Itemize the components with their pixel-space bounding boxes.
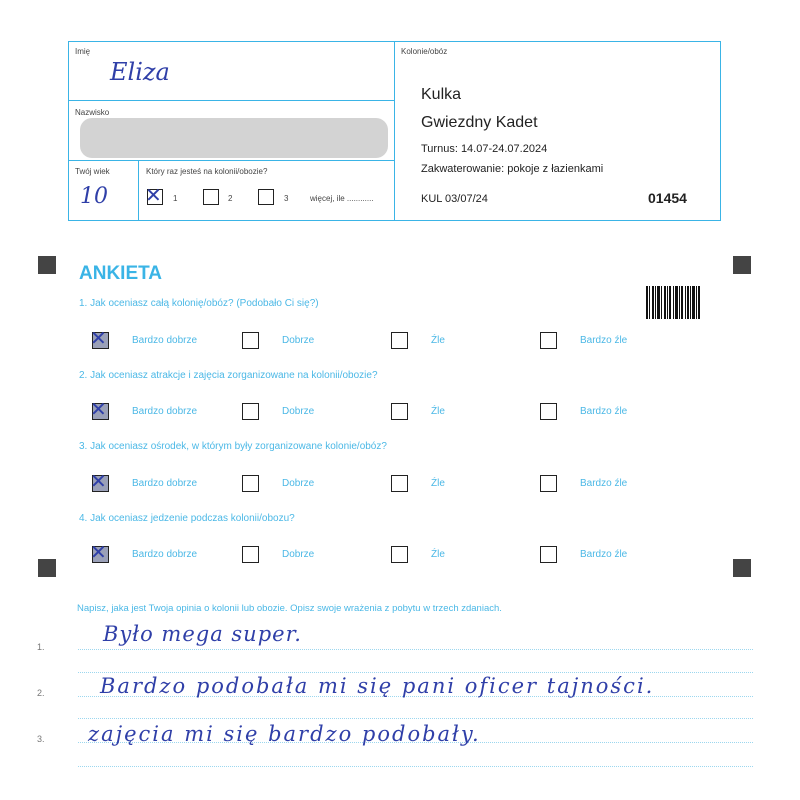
writing-line (78, 649, 753, 650)
answer-q3-option-1-checkbox[interactable] (90, 469, 109, 493)
answer-q1-option-4-label: Bardzo źle (580, 335, 628, 346)
registration-mark-bottom-right (733, 559, 751, 577)
surname-label: Nazwisko (75, 108, 110, 117)
registration-mark-top-right (733, 256, 751, 274)
answer-q2-option-2-checkbox[interactable] (242, 403, 259, 420)
answer-q3-option-1-label: Bardzo dobrze (132, 478, 198, 489)
age-label: Twój wiek (75, 167, 110, 176)
opinion-line-2[interactable]: Bardzo podobała mi się pani oficer tajności. (100, 674, 655, 698)
question-3: 3. Jak oceniasz ośrodek, w którym były zorganizowane kolonie/obóz? (79, 441, 387, 452)
answer-q4-option-3-checkbox[interactable] (391, 546, 408, 563)
times-option-more[interactable]: więcej, ile ............ (310, 194, 374, 203)
times-checkbox-3[interactable] (258, 189, 274, 205)
answer-q2-option-1-label: Bardzo dobrze (132, 406, 198, 417)
answer-q4-option-1-checkbox[interactable] (90, 540, 109, 564)
barcode-icon (646, 286, 700, 319)
answer-q4-option-4-label: Bardzo źle (580, 549, 628, 560)
opinion-line-1[interactable]: Było mega super. (103, 622, 302, 646)
answer-q2-option-4-label: Bardzo źle (580, 406, 628, 417)
answer-q2-option-4-checkbox[interactable] (540, 403, 557, 420)
accommodation: Zakwaterowanie: pokoje z łazienkami (421, 163, 604, 175)
answer-q3-option-2-label: Dobrze (282, 478, 315, 489)
x-mark-icon: ✕ (145, 183, 162, 207)
writing-line (78, 672, 753, 673)
form-number: 01454 (648, 190, 687, 206)
writing-line (78, 718, 753, 719)
header-divider-age (138, 160, 139, 220)
answer-q3-option-4-checkbox[interactable] (540, 475, 557, 492)
line-number-2: 2. (37, 688, 45, 698)
survey-title: ANKIETA (79, 263, 163, 284)
x-mark-icon: ✕ (90, 397, 107, 421)
header-divider-vertical (394, 41, 395, 221)
answer-q2-option-2-label: Dobrze (282, 406, 315, 417)
answer-q1-option-1-label: Bardzo dobrze (132, 335, 198, 346)
camp-name: Kulka (421, 86, 462, 103)
times-option-1: 1 (173, 194, 178, 203)
answer-q3-option-3-label: Źle (431, 478, 445, 489)
times-option-2: 2 (228, 194, 233, 203)
answer-q1-option-2-checkbox[interactable] (242, 332, 259, 349)
answer-q2-option-1-checkbox[interactable] (90, 397, 109, 421)
writing-line (78, 766, 753, 767)
x-mark-icon: ✕ (90, 469, 107, 493)
answer-q3-option-4-label: Bardzo źle (580, 478, 628, 489)
question-4: 4. Jak oceniasz jedzenie podczas kolonii/obozu? (79, 513, 295, 524)
camp-label: Kolonie/obóz (401, 47, 448, 56)
name-value[interactable]: Eliza (110, 58, 170, 86)
line-number-1: 1. (37, 642, 45, 652)
answer-q1-option-4-checkbox[interactable] (540, 332, 557, 349)
camp-title: Gwiezdny Kadet (421, 114, 538, 131)
answer-q2-option-3-label: Źle (431, 406, 445, 417)
answer-q3-option-3-checkbox[interactable] (391, 475, 408, 492)
x-mark-icon: ✕ (90, 326, 107, 350)
answer-q1-option-2-label: Dobrze (282, 335, 315, 346)
opinion-line-3[interactable]: zajęcia mi się bardzo podobały. (88, 722, 481, 746)
answer-q4-option-1-label: Bardzo dobrze (132, 549, 198, 560)
header-divider-1 (68, 100, 395, 101)
surname-redacted (80, 118, 388, 158)
answer-q4-option-3-label: Źle (431, 549, 445, 560)
answer-q4-option-2-label: Dobrze (282, 549, 315, 560)
answer-q2-option-3-checkbox[interactable] (391, 403, 408, 420)
header-divider-2 (68, 160, 395, 161)
camp-code: KUL 03/07/24 (421, 193, 488, 205)
answer-q1-option-1-checkbox[interactable] (90, 326, 109, 350)
times-checkbox-1[interactable] (145, 183, 163, 207)
times-option-3: 3 (284, 194, 289, 203)
question-1: 1. Jak oceniasz całą kolonię/obóz? (Podobało Ci się?) (79, 298, 319, 309)
age-value[interactable]: 10 (80, 184, 108, 209)
opinion-prompt: Napisz, jaka jest Twoja opinia o kolonii lub obozie. Opisz swoje wrażenia z pobytu w trzech zdaniach. (77, 603, 502, 614)
registration-mark-bottom-left (38, 559, 56, 577)
line-number-3: 3. (37, 734, 45, 744)
times-checkbox-2[interactable] (203, 189, 219, 205)
name-label: Imię (75, 47, 91, 56)
registration-mark-top-left (38, 256, 56, 274)
times-label: Który raz jesteś na kolonii/obozie? (146, 167, 268, 176)
turnus: Turnus: 14.07-24.07.2024 (421, 143, 548, 155)
x-mark-icon: ✕ (90, 540, 107, 564)
answer-q1-option-3-checkbox[interactable] (391, 332, 408, 349)
answer-q4-option-4-checkbox[interactable] (540, 546, 557, 563)
answer-q3-option-2-checkbox[interactable] (242, 475, 259, 492)
answer-q1-option-3-label: Źle (431, 335, 445, 346)
answer-q4-option-2-checkbox[interactable] (242, 546, 259, 563)
question-2: 2. Jak oceniasz atrakcje i zajęcia zorganizowane na kolonii/obozie? (79, 370, 378, 381)
